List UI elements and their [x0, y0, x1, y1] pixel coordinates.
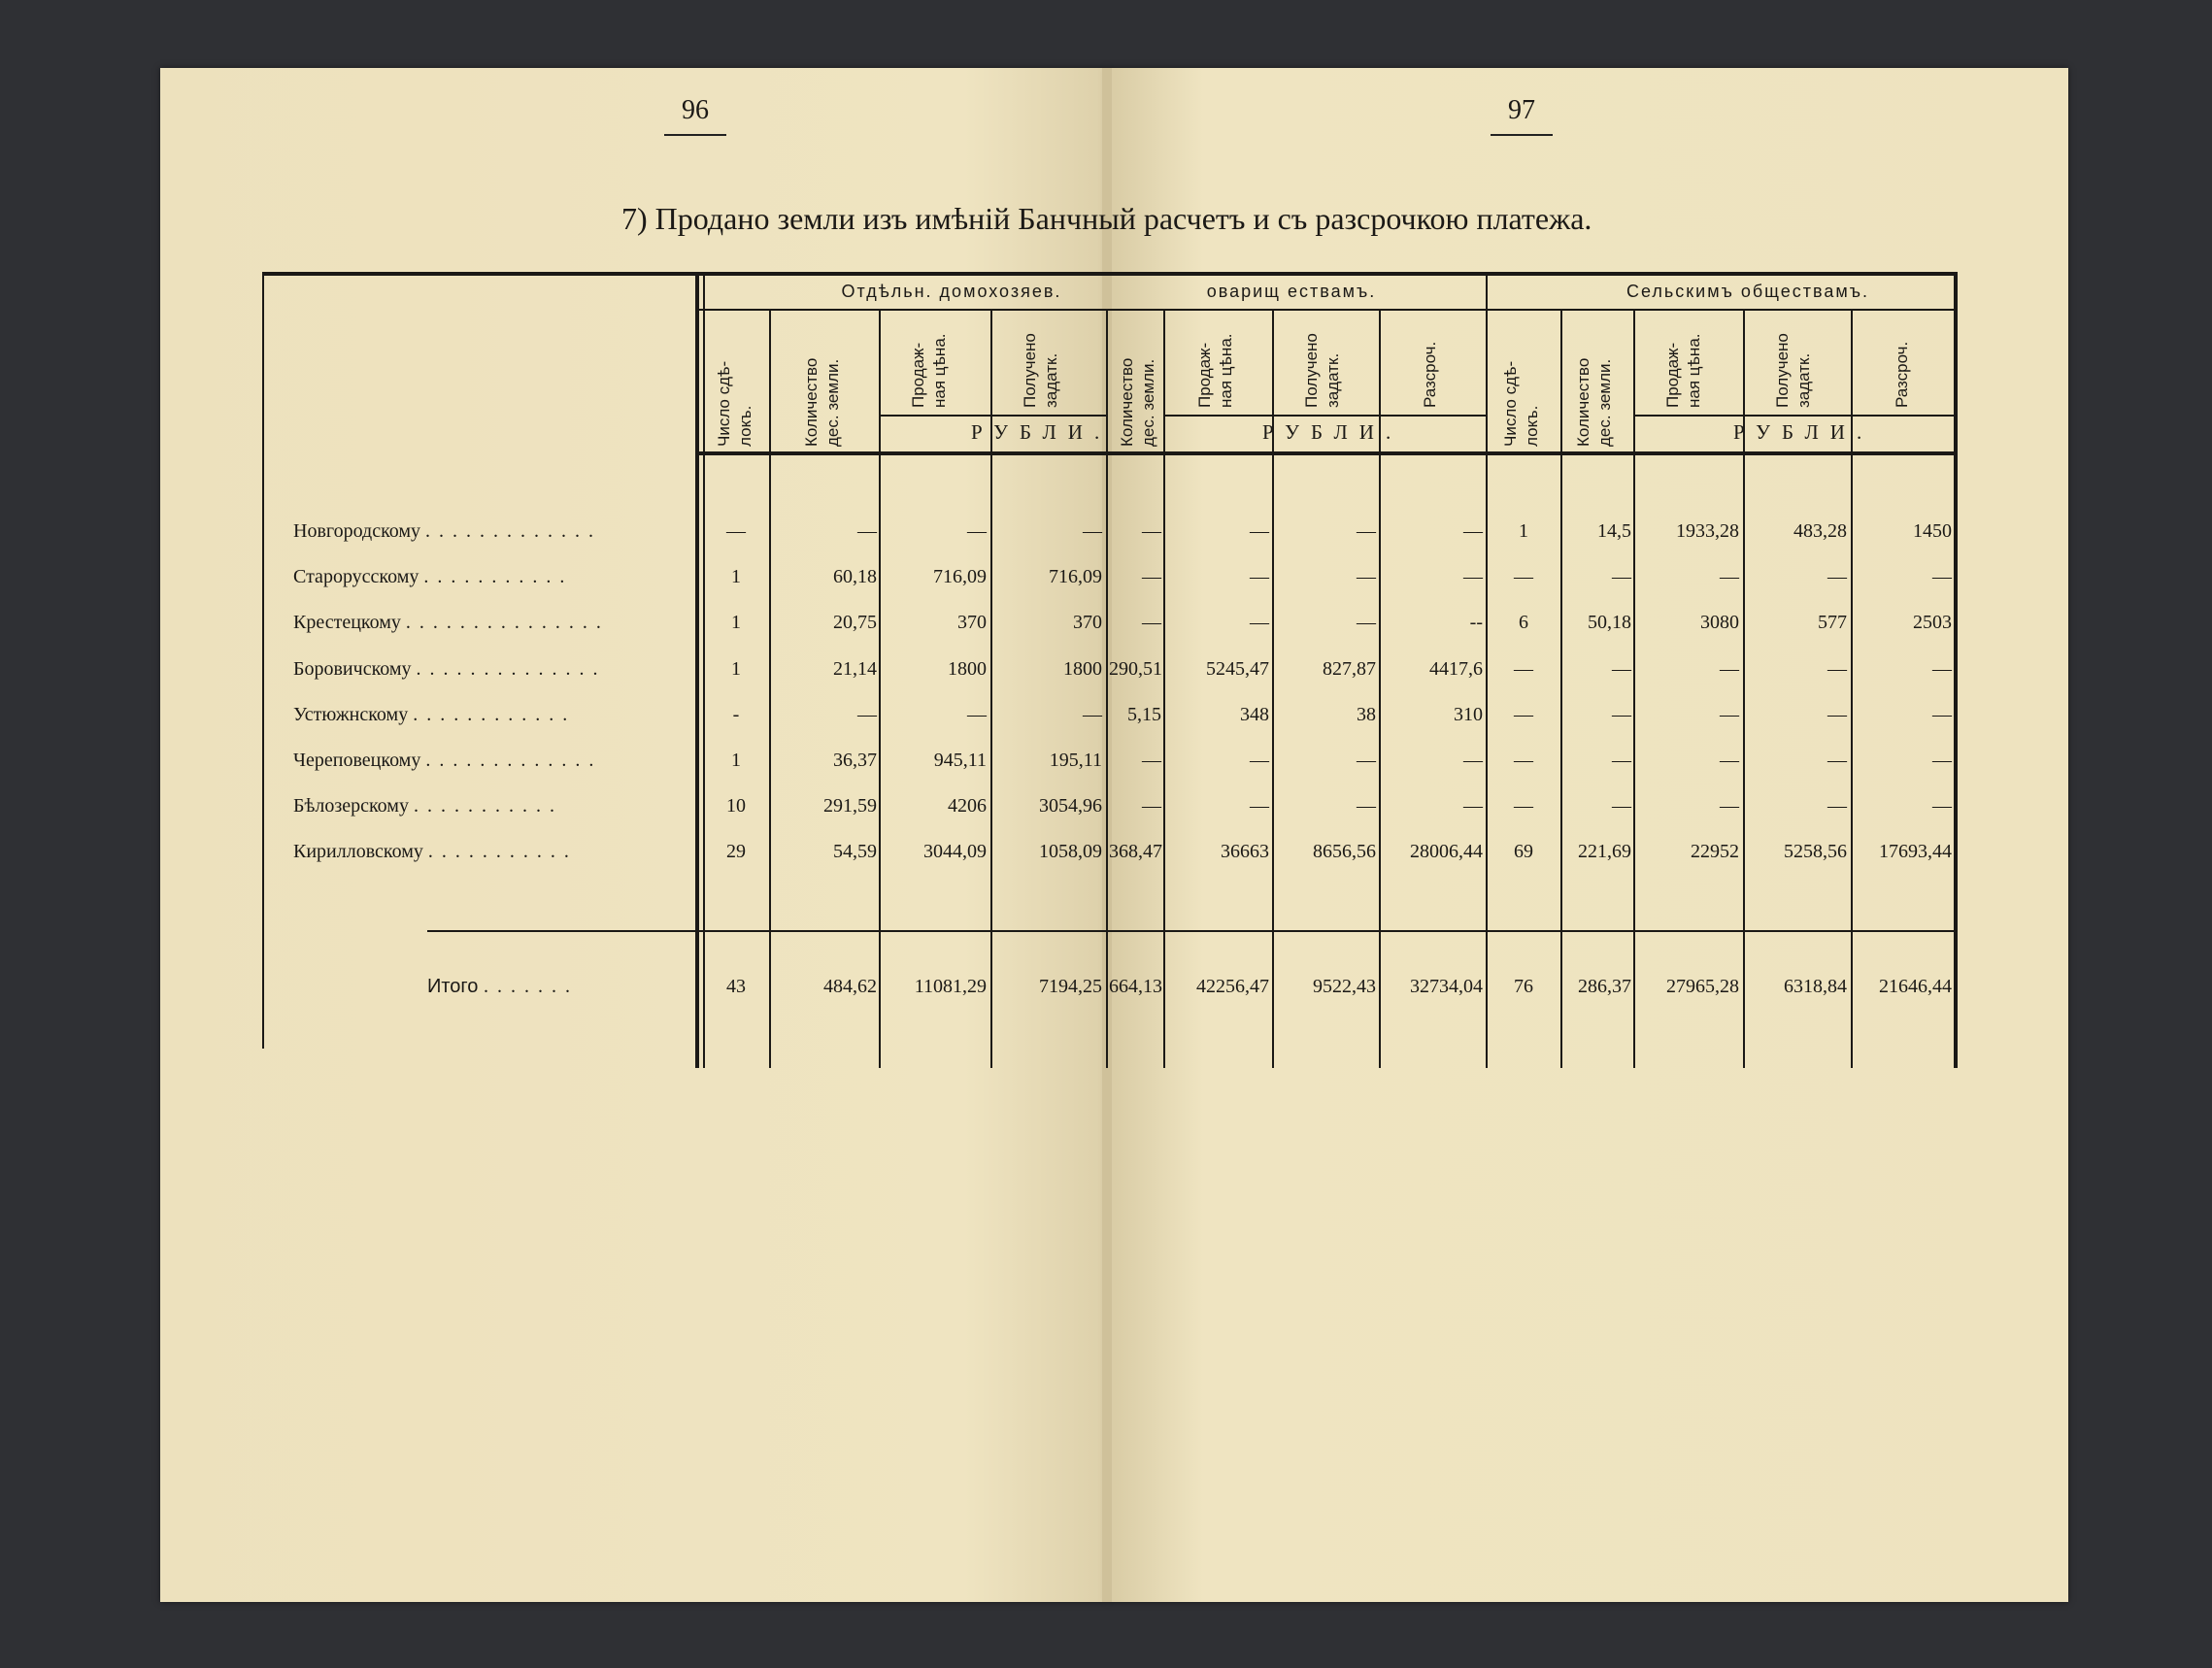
row-leader-dots: . . . . . . . . . . . . — [413, 704, 570, 725]
table-cell-p-land: — — [1142, 520, 1161, 542]
table-cell-v-price: 22952 — [1691, 841, 1739, 862]
table-cell-v-price: — — [1720, 750, 1739, 771]
table-cell-h-price: 716,09 — [933, 566, 987, 587]
row-leader-dots: . . . . . . . . . . . — [423, 566, 567, 587]
total-households-deals: 43 — [726, 976, 746, 997]
row-label — [293, 795, 691, 817]
table-cell-h-dep: — — [1083, 520, 1102, 542]
table-cell-p-dep: — — [1357, 566, 1376, 587]
table-cell-h-price: 370 — [957, 612, 987, 633]
rubles-label-village: РУБЛИ. — [1733, 420, 1874, 444]
total-village-land: 286,37 — [1578, 976, 1631, 997]
table-cell-p-land: 368,47 — [1109, 841, 1162, 862]
table-cell-h-land: 54,59 — [833, 841, 877, 862]
col-header-deposit-partnership: Получено задатк. — [1302, 333, 1342, 408]
col-header-land-village: Количество дес. земли. — [1574, 357, 1614, 447]
table-cell-v-inst: 1450 — [1913, 520, 1952, 542]
table-cell-p-inst: — — [1463, 520, 1483, 542]
table-cell-p-land: 5,15 — [1127, 704, 1161, 725]
table-cell-v-dep: — — [1827, 658, 1847, 680]
table-cell-h-price: 1800 — [948, 658, 987, 680]
table-cell-v-deals: — — [1514, 566, 1533, 587]
total-partnerships-deposit: 9522,43 — [1313, 976, 1376, 997]
col-header-price-village: Продаж- ная цѣна. — [1663, 333, 1703, 408]
table-cell-v-price: — — [1720, 658, 1739, 680]
table-cell-v-deals: — — [1514, 750, 1533, 771]
row-label-text: Бѣлозерскому — [293, 795, 409, 817]
table-cell-h-price: 3044,09 — [923, 841, 987, 862]
row-leader-dots: . . . . . . . . . . . . . — [425, 520, 596, 542]
row-leader-dots: . . . . . . . . . . . — [413, 795, 556, 817]
table-cell-h-price: 4206 — [948, 795, 987, 817]
row-leader-dots: . . . . . . . . . . . . . . . — [405, 612, 603, 633]
table-cell-h-price: — — [967, 704, 987, 725]
rubles-label-households: РУБЛИ. — [971, 420, 1112, 444]
total-village-deals: 76 — [1514, 976, 1533, 997]
table-cell-h-dep: 370 — [1073, 612, 1102, 633]
table-cell-p-inst: 28006,44 — [1410, 841, 1483, 862]
table-cell-v-dep: 577 — [1818, 612, 1847, 633]
table-cell-v-inst: — — [1932, 704, 1952, 725]
table-cell-v-price: — — [1720, 795, 1739, 817]
table-cell-h-deals: 10 — [726, 795, 746, 817]
table-cell-v-dep: — — [1827, 566, 1847, 587]
table-cell-v-land: — — [1612, 795, 1631, 817]
page-number-right: 97 — [1508, 95, 1535, 125]
table-cell-v-land: 50,18 — [1588, 612, 1631, 633]
row-leader-dots: . . . . . . . . . . . . . . — [416, 658, 600, 680]
table-cell-p-price: — — [1250, 750, 1269, 771]
table-cell-v-inst: — — [1932, 795, 1952, 817]
table-cell-p-price: — — [1250, 795, 1269, 817]
total-households-land: 484,62 — [823, 976, 877, 997]
page-number-left: 96 — [682, 95, 709, 125]
col-header-price-partnership: Продаж- ная цѣна. — [1195, 333, 1235, 408]
group-header-households: Отдѣльн. домохозяев. — [841, 282, 1062, 301]
table-cell-p-inst: 310 — [1454, 704, 1483, 725]
group-header-partnerships: оварищ ествамъ. — [1206, 282, 1377, 301]
table-cell-v-dep: 5258,56 — [1784, 841, 1847, 862]
table-title-left: 7) Продано земли изъ имѣній Бан — [621, 201, 1066, 236]
row-label-text: Старорусскому — [293, 566, 419, 587]
table-cell-v-land: — — [1612, 750, 1631, 771]
table-cell-h-land: — — [857, 520, 877, 542]
table-cell-v-inst: — — [1932, 658, 1952, 680]
row-label — [293, 520, 691, 543]
table-cell-v-dep: 483,28 — [1793, 520, 1847, 542]
table-cell-p-land: — — [1142, 612, 1161, 633]
row-label — [293, 704, 691, 726]
table-cell-v-dep: — — [1827, 704, 1847, 725]
table-cell-h-deals: 1 — [731, 750, 741, 771]
table-cell-h-land: 60,18 — [833, 566, 877, 587]
table-cell-v-inst: — — [1932, 566, 1952, 587]
total-village-price: 27965,28 — [1666, 976, 1739, 997]
table-cell-h-dep: 3054,96 — [1039, 795, 1102, 817]
table-cell-h-dep: 716,09 — [1049, 566, 1102, 587]
table-cell-p-dep: 8656,56 — [1313, 841, 1376, 862]
row-label-text: Кирилловскому — [293, 841, 423, 862]
row-label-text: Череповецкому — [293, 750, 421, 771]
table-cell-v-land: — — [1612, 704, 1631, 725]
table-cell-v-deals: — — [1514, 795, 1533, 817]
col-header-deals: Число сдѣ- локъ. — [715, 360, 754, 447]
group-header-village: Сельскимъ обществамъ. — [1625, 282, 1870, 301]
table-cell-p-inst: -- — [1469, 612, 1483, 633]
row-label-text: Боровичскому — [293, 658, 412, 680]
table-cell-h-dep: 1058,09 — [1039, 841, 1102, 862]
table-cell-h-dep: 195,11 — [1049, 750, 1102, 771]
row-label-text: Крестецкому — [293, 612, 401, 633]
table-cell-p-price: 5245,47 — [1206, 658, 1269, 680]
table-cell-h-land: 291,59 — [823, 795, 877, 817]
table-cell-h-deals: 1 — [731, 566, 741, 587]
table-cell-v-inst: — — [1932, 750, 1952, 771]
table-cell-p-dep: — — [1357, 750, 1376, 771]
row-label — [293, 841, 691, 863]
total-partnerships-installment: 32734,04 — [1410, 976, 1483, 997]
table-cell-v-dep: — — [1827, 795, 1847, 817]
table-cell-v-deals: 1 — [1519, 520, 1528, 542]
table-cell-p-dep: — — [1357, 612, 1376, 633]
total-partnerships-land: 664,13 — [1109, 976, 1162, 997]
table-cell-p-inst: — — [1463, 566, 1483, 587]
table-cell-h-deals: 1 — [731, 612, 741, 633]
table-cell-p-price: — — [1250, 520, 1269, 542]
table-cell-p-inst: — — [1463, 795, 1483, 817]
table-cell-h-land: 21,14 — [833, 658, 877, 680]
table-cell-h-land: — — [857, 704, 877, 725]
table-cell-v-dep: — — [1827, 750, 1847, 771]
table-cell-v-land: — — [1612, 658, 1631, 680]
table-cell-h-price: 945,11 — [933, 750, 987, 771]
total-village-installment: 21646,44 — [1879, 976, 1952, 997]
table-cell-v-price: — — [1720, 566, 1739, 587]
table-cell-v-land: 14,5 — [1597, 520, 1631, 542]
row-leader-dots: . . . . . . . . . . . . . — [425, 750, 596, 771]
table-cell-v-inst: 17693,44 — [1879, 841, 1952, 862]
table-cell-p-inst: 4417,6 — [1429, 658, 1483, 680]
row-label-text: Устюжнскому — [293, 704, 409, 725]
table-cell-p-land: — — [1142, 750, 1161, 771]
table-title-right: чный расчетъ и съ разсрочкою платежа. — [1066, 201, 1592, 236]
table-cell-p-land: — — [1142, 795, 1161, 817]
table-cell-v-deals: — — [1514, 658, 1533, 680]
total-households-price: 11081,29 — [914, 976, 987, 997]
table-cell-v-inst: 2503 — [1913, 612, 1952, 633]
total-village-deposit: 6318,84 — [1784, 976, 1847, 997]
col-header-deposit-village: Получено задатк. — [1773, 333, 1813, 408]
total-leader-dots: . . . . . . . — [483, 976, 572, 997]
total-label — [427, 976, 572, 998]
table-cell-h-dep: 1800 — [1063, 658, 1102, 680]
table-cell-v-price: 3080 — [1700, 612, 1739, 633]
table-cell-p-land: 290,51 — [1109, 658, 1162, 680]
col-header-price: Продаж- ная цѣна. — [909, 333, 949, 408]
row-label — [293, 566, 691, 588]
col-header-deals-village: Число сдѣ- локъ. — [1501, 360, 1541, 447]
col-header-land-partnership: Количество дес. земли. — [1118, 357, 1157, 447]
rubles-label-partnerships: РУБЛИ. — [1262, 420, 1403, 444]
table-cell-h-deals: 29 — [726, 841, 746, 862]
table-cell-p-dep: 827,87 — [1323, 658, 1376, 680]
table-cell-h-deals: - — [732, 704, 740, 725]
table-cell-h-deals: — — [726, 520, 746, 542]
total-households-deposit: 7194,25 — [1039, 976, 1102, 997]
row-label — [293, 658, 691, 681]
table-cell-v-land: — — [1612, 566, 1631, 587]
table-cell-h-price: — — [967, 520, 987, 542]
table-cell-h-deals: 1 — [731, 658, 741, 680]
table-cell-p-dep: — — [1357, 520, 1376, 542]
col-header-deposit: Получено задатк. — [1021, 333, 1060, 408]
table-cell-p-price: — — [1250, 566, 1269, 587]
total-partnerships-price: 42256,47 — [1196, 976, 1269, 997]
col-header-land: Количество дес. земли. — [802, 357, 842, 447]
row-leader-dots: . . . . . . . . . . . — [427, 841, 571, 862]
table-cell-v-deals: 6 — [1519, 612, 1528, 633]
table-cell-h-land: 36,37 — [833, 750, 877, 771]
row-label — [293, 750, 691, 772]
table-cell-p-price: — — [1250, 612, 1269, 633]
table-cell-h-dep: — — [1083, 704, 1102, 725]
table-cell-v-price: — — [1720, 704, 1739, 725]
col-header-installment-village: Разсроч. — [1893, 341, 1911, 408]
table-cell-p-price: 36663 — [1221, 841, 1269, 862]
table-cell-p-land: — — [1142, 566, 1161, 587]
row-label-text: Новгородскому — [293, 520, 421, 542]
table-cell-p-dep: 38 — [1357, 704, 1376, 725]
table-cell-p-price: 348 — [1240, 704, 1269, 725]
table-cell-v-price: 1933,28 — [1676, 520, 1739, 542]
col-header-installment-partnership: Разсроч. — [1421, 341, 1439, 408]
table-cell-p-inst: — — [1463, 750, 1483, 771]
table-cell-p-dep: — — [1357, 795, 1376, 817]
table-cell-h-land: 20,75 — [833, 612, 877, 633]
table-cell-v-land: 221,69 — [1578, 841, 1631, 862]
row-label — [293, 612, 691, 634]
total-label-text: Итого — [427, 976, 479, 997]
table-cell-v-deals: 69 — [1514, 841, 1533, 862]
table-title — [621, 201, 1690, 237]
table-cell-v-deals: — — [1514, 704, 1533, 725]
